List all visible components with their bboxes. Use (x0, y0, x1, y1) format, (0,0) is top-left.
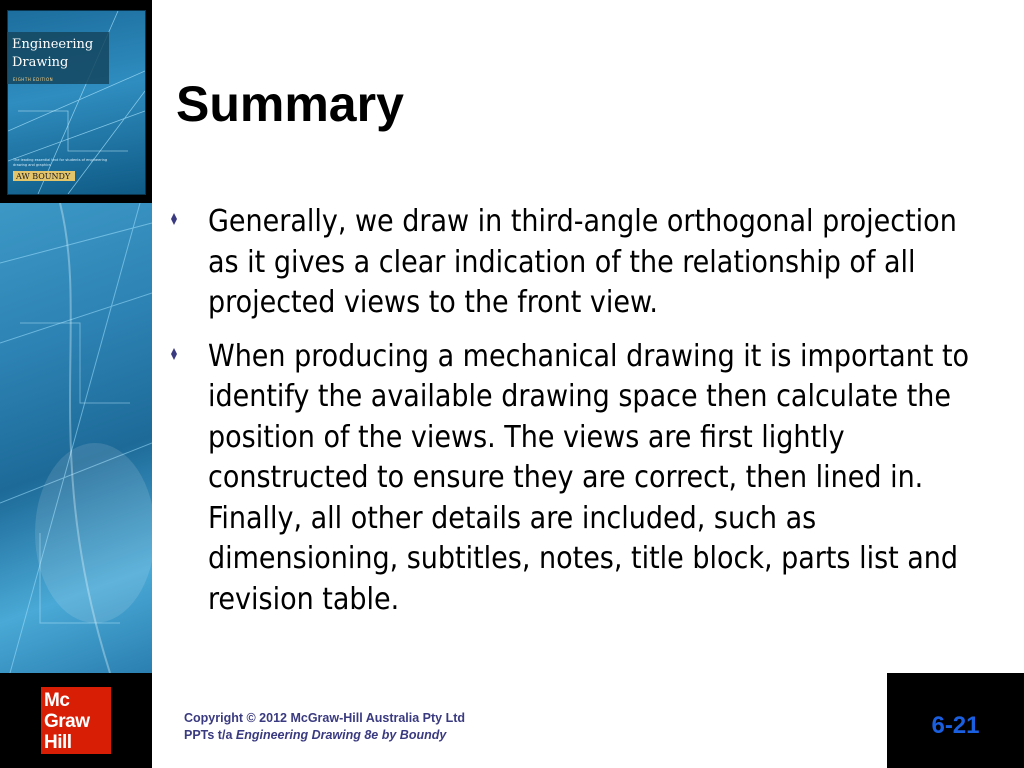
copyright-line-2 (184, 727, 465, 744)
book-cover-author: AW BOUNDY (16, 172, 71, 181)
copyright-book-title: Engineering Drawing 8e by Boundy (235, 728, 447, 742)
logo-text-mc: Mc (44, 690, 70, 711)
bullet-list (168, 202, 988, 633)
bullet-item (168, 337, 988, 621)
diamond-bullet-icon (171, 213, 183, 225)
book-cover-edition: EIGHTH EDITION (13, 77, 54, 82)
blueprint-lines-graphic (0, 203, 152, 673)
copyright-notice (184, 710, 465, 744)
slide-number: 6-21 (931, 712, 980, 739)
blueprint-background-art (0, 203, 152, 673)
logo-text-graw: Graw (44, 711, 90, 732)
bullet-item (168, 202, 988, 324)
bullet-text: When producing a mechanical drawing it is important to identify the available drawing space then calculate the position of the views. The views are first lightly constructed to ensure they are correct, then lined in. Finally, all other details are included, such as dimensioning, subtitles, notes, title block, parts list and revision table. (208, 338, 970, 617)
diamond-bullet-icon (171, 348, 183, 360)
copyright-line-1: Copyright © 2012 McGraw-Hill Australia Pty Ltd (184, 711, 466, 725)
page-title: Summary (176, 76, 404, 132)
logo-text-hill: Hill (44, 732, 72, 753)
copyright-line-2-prefix: PPTs t/a (184, 728, 236, 742)
book-cover-title-line-1: Engineering (12, 37, 94, 52)
book-cover-tagline: The leading essential text for students of engineering drawing and graphics (13, 158, 108, 167)
bullet-text: Generally, we draw in third-angle orthogonal projection as it gives a clear indication of the relationship of all projected views to the front view. (208, 204, 957, 320)
book-cover-title-line-2: Drawing (12, 55, 69, 70)
left-decorative-band (0, 0, 152, 673)
